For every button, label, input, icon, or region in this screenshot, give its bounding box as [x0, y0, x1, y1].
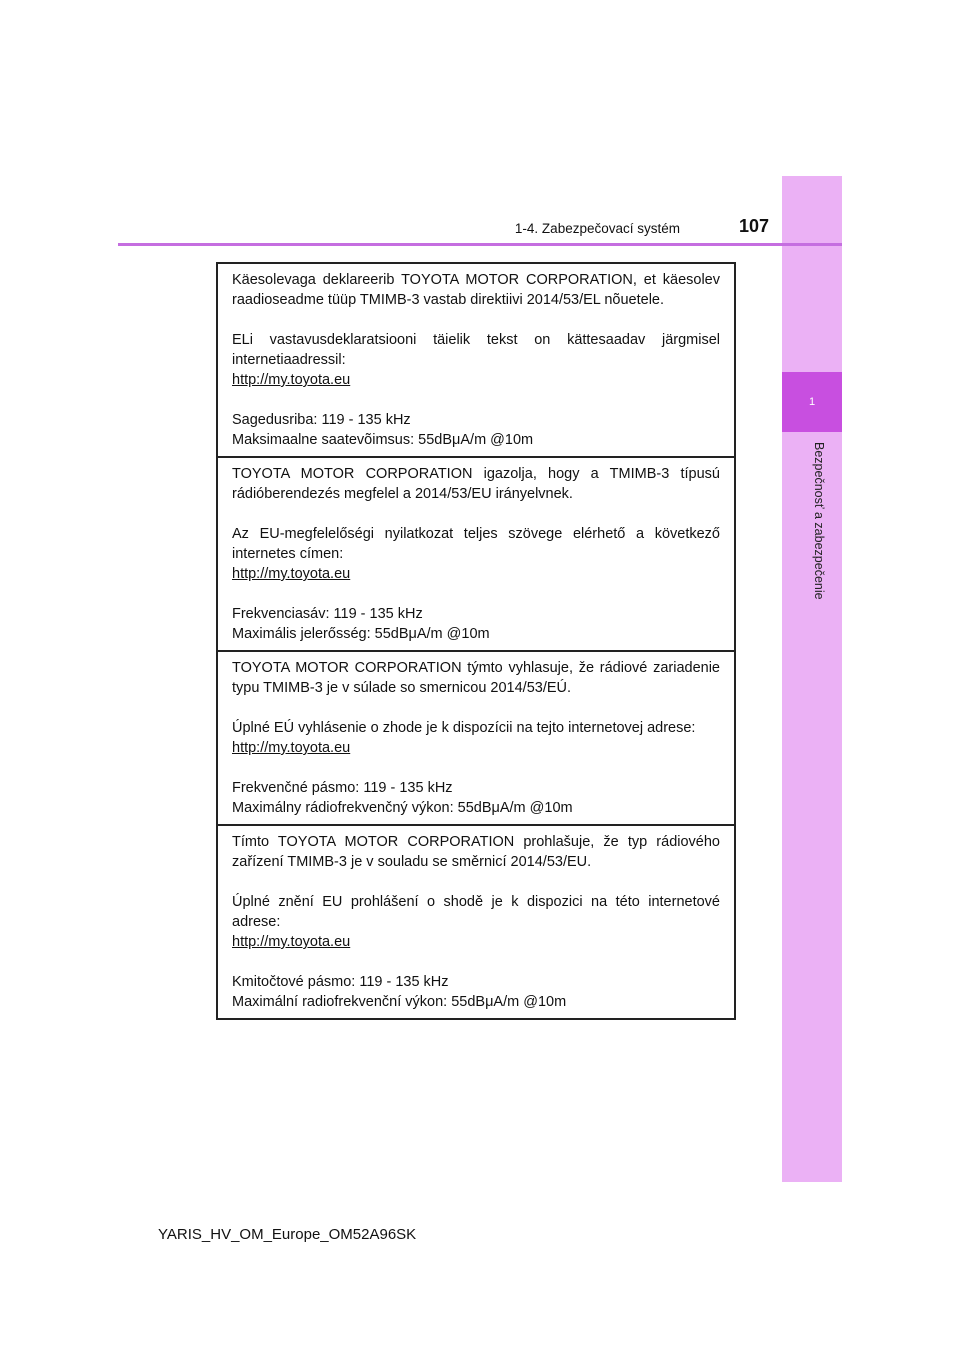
- availability-text: ELi vastavusdeklaratsiooni täielik tekst on kättesaadav järgmisel internetiaadressil:: [232, 332, 720, 368]
- section-title: 1-4. Zabezpečovací systém: [514, 221, 680, 236]
- page-number: 107: [739, 216, 770, 236]
- declaration-block-hungarian: [218, 458, 734, 652]
- availability-text: Az EU-megfelelőségi nyilatkozat teljes szövege elérhető a következő internetes címen:: [232, 526, 720, 562]
- declaration-block-estonian: [218, 264, 734, 458]
- chapter-title: Bezpečnosť a zabezpečenie: [812, 442, 826, 600]
- frequency-text: Frekvenčné pásmo: 119 - 135 kHz: [232, 780, 453, 796]
- declaration-link[interactable]: http://my.toyota.eu: [232, 566, 351, 582]
- declaration-text: Käesolevaga deklareerib TOYOTA MOTOR CORPORATION, et käesolev raadioseadme tüüp TMIMB-3 vastab direktiivi 2014/53/EL nõuetele.: [232, 272, 720, 308]
- chapter-side-tab: [782, 176, 842, 1182]
- power-text: Maksimaalne saatevõimsus: 55dBμA/m @10m: [232, 432, 534, 448]
- document-code: YARIS_HV_OM_Europe_OM52A96SK: [158, 1226, 417, 1243]
- declaration-text: TOYOTA MOTOR CORPORATION igazolja, hogy a TMIMB-3 típusú rádióberendezés megfelel a 2014/53/EU irányelvnek.: [232, 466, 720, 502]
- frequency-text: Kmitočtové pásmo: 119 - 135 kHz: [232, 974, 449, 990]
- declaration-block-czech: [218, 826, 734, 1018]
- declaration-frame: [216, 262, 736, 1020]
- power-text: Maximálny rádiofrekvenčný výkon: 55dBμA/m @10m: [232, 800, 573, 816]
- frequency-text: Sagedusriba: 119 - 135 kHz: [232, 412, 411, 428]
- declaration-link[interactable]: http://my.toyota.eu: [232, 740, 351, 756]
- header-divider: [118, 243, 842, 246]
- declaration-link[interactable]: http://my.toyota.eu: [232, 372, 351, 388]
- declaration-text: Tímto TOYOTA MOTOR CORPORATION prohlašuje, že typ rádiového zařízení TMIMB-3 je v souladu se směrnicí 2014/53/EU.: [232, 834, 720, 870]
- availability-text: Úplné EÚ vyhlásenie o zhode je k dispozícii na tejto internetovej adrese:: [232, 720, 696, 736]
- frequency-text: Frekvenciasáv: 119 - 135 kHz: [232, 606, 423, 622]
- declaration-block-slovak: [218, 652, 734, 826]
- chapter-number: 1: [782, 372, 842, 432]
- availability-text: Úplné znění EU prohlášení o shodě je k dispozici na této internetové adrese:: [232, 894, 720, 930]
- declaration-text: TOYOTA MOTOR CORPORATION týmto vyhlasuje, že rádiové zariadenie typu TMIMB-3 je v súlade so smernicou 2014/53/EÚ.: [232, 660, 720, 696]
- declaration-link[interactable]: http://my.toyota.eu: [232, 934, 351, 950]
- power-text: Maximális jelerősség: 55dBμA/m @10m: [232, 626, 490, 642]
- power-text: Maximální radiofrekvenční výkon: 55dBμA/m @10m: [232, 994, 567, 1010]
